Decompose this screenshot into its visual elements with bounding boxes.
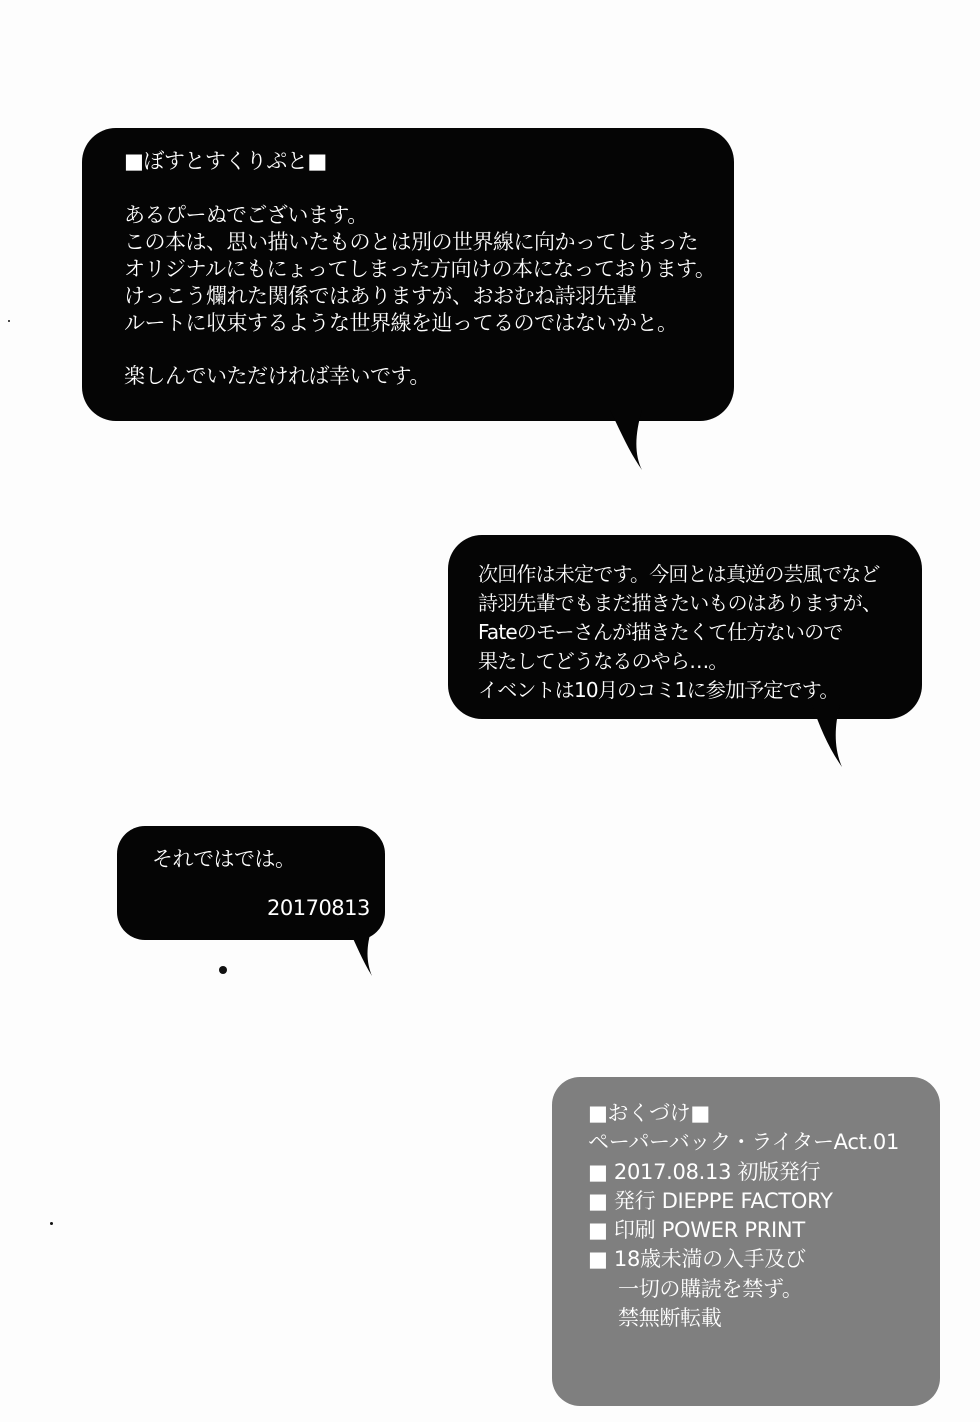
farewell-text: それではでは。 bbox=[152, 847, 296, 871]
colophon-item-continuation: 一切の購読を禁ず。 bbox=[618, 1276, 803, 1301]
scan-speck bbox=[8, 320, 10, 322]
postscript-heading: ■ぼすとすくりぷと■ bbox=[124, 149, 327, 173]
next-work-line: 次回作は未定です。今回とは真逆の芸風でなど bbox=[478, 562, 880, 586]
colophon-title: ペーパーバック・ライターAct.01 bbox=[588, 1130, 900, 1155]
colophon-heading: ■おくづけ■ bbox=[588, 1101, 710, 1125]
scan-speck bbox=[219, 966, 227, 974]
colophon-no-reprint: 禁無断転載 bbox=[618, 1306, 722, 1331]
postscript-line: けっこう爛れた関係ではありますが、おおむね詩羽先輩 bbox=[124, 284, 637, 308]
bubble-tail-icon bbox=[590, 410, 660, 480]
colophon-item: ■ 発行 DIEPPE FACTORY bbox=[588, 1188, 833, 1213]
postscript-line: ルートに収束するような世界線を辿ってるのではないかと。 bbox=[124, 311, 678, 335]
next-work-line: イベントは10月のコミ1に参加予定です。 bbox=[478, 678, 839, 702]
bubble-tail-icon bbox=[340, 928, 390, 983]
postscript-line: この本は、思い描いたものとは別の世界線に向かってしまった bbox=[124, 230, 698, 254]
next-work-line: 詩羽先輩でもまだ描きたいものはありますが、 bbox=[478, 591, 882, 615]
scan-speck bbox=[50, 1222, 53, 1225]
postscript-line: オリジナルにもにょってしまった方向けの本になっております。 bbox=[124, 257, 716, 281]
bubble-tail-icon bbox=[800, 705, 860, 775]
next-work-line: 果たしてどうなるのやら…。 bbox=[478, 649, 728, 673]
colophon-box bbox=[552, 1077, 940, 1406]
postscript-closing: 楽しんでいただければ幸いです。 bbox=[124, 364, 430, 388]
next-work-speech-bubble bbox=[448, 535, 922, 719]
postscript-speech-bubble bbox=[82, 128, 734, 421]
farewell-speech-bubble bbox=[117, 826, 385, 940]
colophon-item: ■ 18歳未満の入手及び bbox=[588, 1247, 806, 1272]
farewell-date: 20170813 bbox=[267, 896, 370, 920]
colophon-item: ■ 印刷 POWER PRINT bbox=[588, 1218, 805, 1243]
colophon-item: ■ 2017.08.13 初版発行 bbox=[588, 1159, 821, 1184]
next-work-line: Fateのモーさんが描きたくて仕方ないので bbox=[478, 620, 843, 644]
postscript-greeting: あるぴーぬでございます。 bbox=[124, 203, 368, 227]
